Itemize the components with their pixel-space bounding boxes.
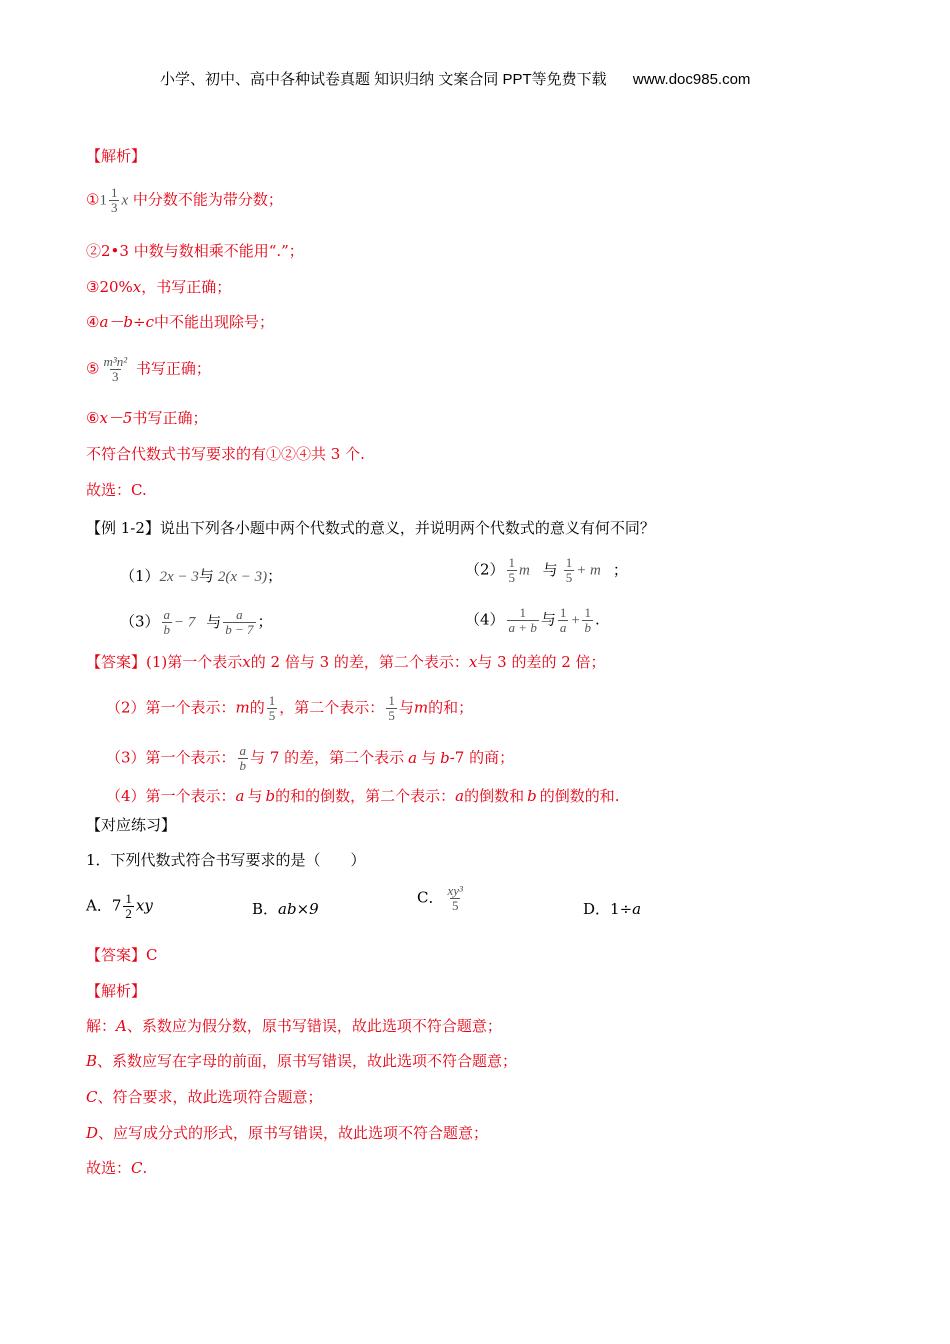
example-part-3: （3） $\frac{a}{b}$ − 7 与 $\frac{a}{b - 7}$ ； — [120, 607, 273, 637]
header-left-text: 小学、初中、高中各种试卷真题 知识归纳 文案合同 PPT等免费下载 — [160, 71, 607, 88]
option-c[interactable]: C． $\frac{\text{xy³}}{5}$ — [417, 883, 463, 913]
header-url[interactable]: www.doc985.com — [632, 71, 751, 88]
analysis-item-4: ④a－b÷c中不能出现除号； — [86, 313, 274, 331]
answer-line-4: （4）第一个表示：a 与 b的和的倒数，第二个表示：a的倒数和 b 的倒数的和. — [106, 787, 620, 805]
solution-line-c: C、符合要求，故此选项符合题意； — [86, 1088, 323, 1106]
question-1: 1．下列代数式符合书写要求的是（ ） — [86, 851, 366, 869]
practice-answer: 【答案】C — [86, 946, 158, 964]
solution-line-b: B、系数应写在字母的前面，原书写错误，故此选项不符合题意； — [86, 1052, 518, 1070]
analysis-item-2: ②2•3 中数与数相乘不能用“.”； — [86, 242, 304, 260]
analysis-heading: 【解析】 — [86, 147, 147, 165]
answer-line-1: 【答案】(1)第一个表示x的 2 倍与 3 的差，第二个表示：x与 3 的差的 2 倍； — [86, 653, 606, 671]
example-part-1: （1）2x − 3与 2(x − 3)； — [120, 567, 283, 585]
analysis-item-1: ①1 $\frac{1}{3}$ x 中分数不能为带分数； — [86, 185, 283, 215]
answer-line-2: （2）第一个表示：m的 $\frac{1}{5}$ ，第二个表示： $\frac{1}{5}$ 与m的和； — [106, 693, 474, 723]
analysis-summary: 不符合代数式书写要求的有①②④共 3 个. — [86, 445, 365, 463]
mixed-fraction: $\frac{1}{3}$ — [110, 185, 118, 215]
solution-line-a: 解：A、系数应为假分数，原书写错误，故此选项不符合题意； — [86, 1017, 502, 1035]
analysis-item-5: ⑤ $\frac{\text{m³n²}}{3}$ 书写正确； — [86, 354, 211, 384]
analysis-item-3: ③20%x，书写正确； — [86, 278, 232, 296]
example-part-2: （2） $\frac{1}{5}$ m 与 $\frac{1}{5}$ + m ； — [465, 555, 628, 585]
option-b[interactable]: B．ab×9 — [252, 900, 319, 918]
example-part-4: （4） $\frac{1}{a + b}$ 与 $\frac{1}{a}$ + $\frac{1}{b}$ . — [465, 605, 600, 635]
page-header — [160, 68, 750, 89]
analysis-item-6: ⑥x－5书写正确； — [86, 409, 208, 427]
option-a[interactable]: A．7 $\frac{1}{2}$ xy — [86, 891, 153, 921]
practice-analysis-heading: 【解析】 — [86, 982, 147, 1000]
answer-line-3: （3）第一个表示： $\frac{a}{b}$ 与 7 的差，第二个表示 a 与 b-7 的商； — [106, 743, 515, 773]
fraction-m3n2-over-3: $\frac{\text{m³n²}}{3}$ — [103, 354, 128, 384]
example-title: 【例 1-2】说出下列各小题中两个代数式的意义，并说明两个代数式的意义有何不同？ — [86, 519, 655, 537]
option-d[interactable]: D．1÷a — [583, 900, 642, 918]
analysis-choice: 故选：C. — [86, 481, 147, 499]
practice-choice: 故选：C. — [86, 1159, 148, 1177]
practice-heading: 【对应练习】 — [86, 816, 177, 834]
solution-line-d: D、应写成分式的形式，原书写错误，故此选项不符合题意； — [86, 1124, 489, 1142]
